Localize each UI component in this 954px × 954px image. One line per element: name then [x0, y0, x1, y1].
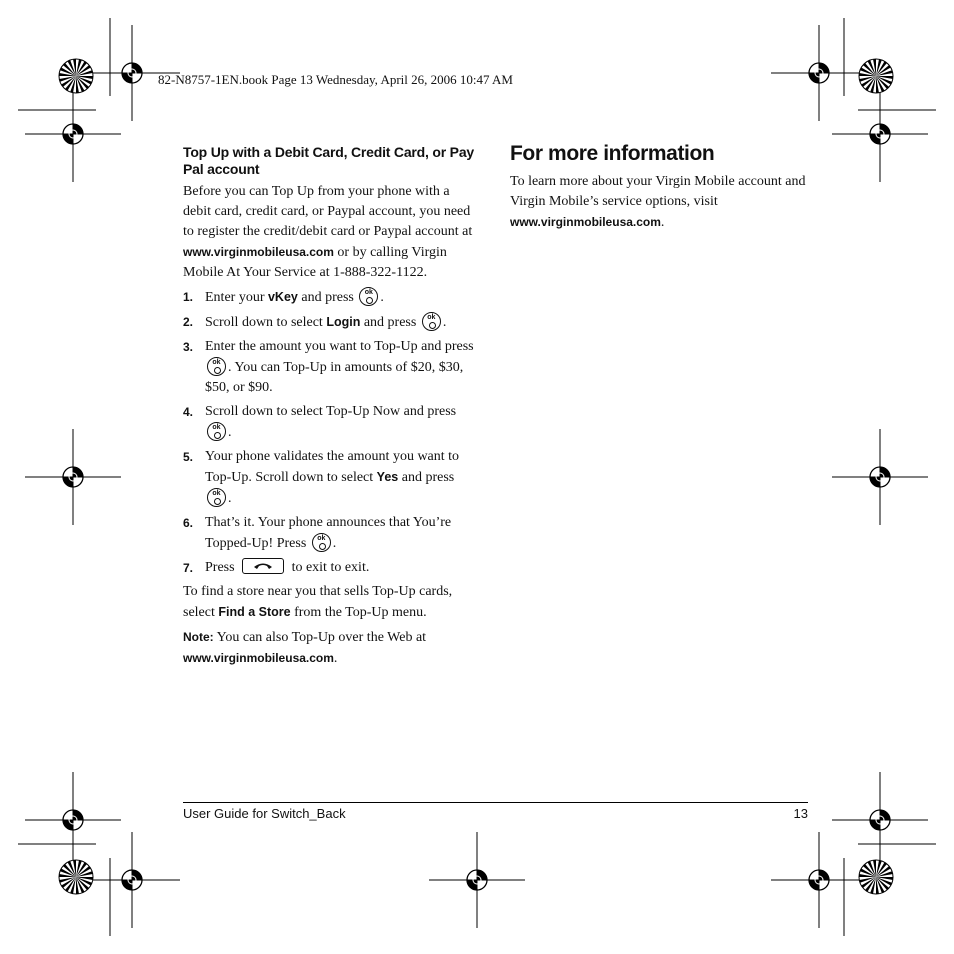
- starburst-icon: [59, 59, 93, 93]
- ok-key-icon: [207, 422, 226, 441]
- ok-key-icon: [207, 488, 226, 507]
- crosshair-icon: [429, 832, 525, 928]
- section-heading-top-up: Top Up with a Debit Card, Credit Card, or Pay Pal account: [183, 144, 474, 177]
- crosshair-icon: [771, 25, 867, 121]
- ok-key-icon: [207, 357, 226, 376]
- list-item: 6. That’s it. Your phone announces that You’re Topped-Up! Press ok.: [183, 513, 478, 554]
- website-link[interactable]: www.virginmobileusa.com: [510, 215, 661, 229]
- ok-key-icon: [422, 312, 441, 331]
- crosshair-icon: [832, 86, 928, 182]
- left-column: [183, 144, 478, 673]
- starburst-icon: [859, 59, 893, 93]
- crosshair-icon: [25, 429, 121, 525]
- page-number: 13: [793, 806, 808, 821]
- list-item: 3. Enter the amount you want to Top-Up and press ok. You can Top-Up in amounts of $20, $30, $50, or $90.: [183, 337, 478, 398]
- note-label: Note:: [183, 630, 214, 644]
- store-paragraph: To find a store near you that sells Top-Up cards, select Find a Store from the Top-Up menu.: [183, 584, 453, 620]
- list-item: 4. Scroll down to select Top-Up Now and press ok.: [183, 402, 478, 443]
- crosshair-icon: [771, 832, 867, 928]
- end-call-key-icon: [242, 558, 284, 574]
- crosshair-icon: [25, 772, 121, 868]
- print-header: 82-N8757-1EN.book Page 13 Wednesday, April 26, 2006 10:47 AM: [158, 72, 513, 87]
- website-link[interactable]: www.virginmobileusa.com: [183, 245, 334, 259]
- starburst-icon: [59, 860, 93, 894]
- list-item: 7. Press to exit to exit.: [183, 560, 370, 575]
- list-item: 5. Your phone validates the amount you want to Top-Up. Scroll down to select Yes and press ok.: [183, 447, 478, 509]
- list-item: 2. Scroll down to select Login and press ok.: [183, 312, 478, 333]
- more-info-paragraph: To learn more about your Virgin Mobile account and Virgin Mobile’s service options, visit www.virginmobileusa.com.: [510, 174, 806, 230]
- crosshair-icon: [25, 86, 121, 182]
- footer-divider: [183, 802, 808, 803]
- website-link[interactable]: www.virginmobileusa.com: [183, 651, 334, 665]
- crosshair-icon: [832, 772, 928, 868]
- crosshair-icon: [832, 429, 928, 525]
- starburst-icon: [859, 860, 893, 894]
- right-column: [510, 142, 810, 237]
- ok-key-icon: [312, 533, 331, 552]
- list-item: 1. Enter your vKey and press ok.: [183, 287, 478, 308]
- section-heading-more-info: For more information: [510, 142, 715, 165]
- footer-title: User Guide for Switch_Back: [183, 806, 346, 821]
- steps-list: [183, 287, 478, 578]
- crosshair-icon: [84, 832, 180, 928]
- ok-key-icon: [359, 287, 378, 306]
- intro-paragraph: Before you can Top Up from your phone with a debit card, credit card, or Paypal account, you need to register the credit/debit card or Paypal account at www.virginmobileusa.com or by calling Virgin Mobile At Your Service at 1-888-322-1122.: [183, 184, 473, 280]
- note-paragraph: Note: You can also Top-Up over the Web at www.virginmobileusa.com.: [183, 630, 427, 666]
